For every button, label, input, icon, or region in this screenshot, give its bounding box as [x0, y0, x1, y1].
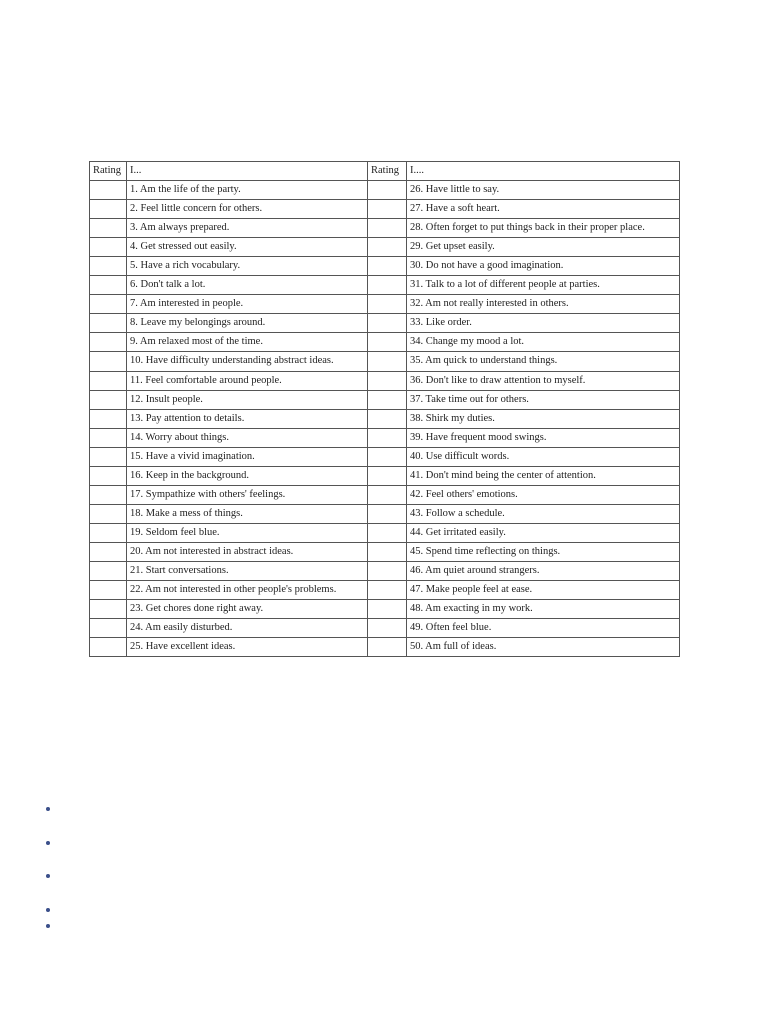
- rating-cell-left[interactable]: [90, 561, 127, 580]
- empty-bullet-list: [44, 800, 64, 940]
- personality-items-table: [89, 161, 680, 657]
- item-cell-right: 38. Shirk my duties.: [407, 409, 680, 428]
- rating-cell-right[interactable]: [368, 504, 407, 523]
- rating-cell-right[interactable]: [368, 200, 407, 219]
- rating-cell-left[interactable]: [90, 466, 127, 485]
- item-cell-right: 43. Follow a schedule.: [407, 504, 680, 523]
- item-cell-left: 20. Am not interested in abstract ideas.: [127, 542, 368, 561]
- item-cell-right: 36. Don't like to draw attention to myself.: [407, 371, 680, 390]
- rating-cell-right[interactable]: [368, 428, 407, 447]
- rating-cell-right[interactable]: [368, 371, 407, 390]
- rating-cell-right[interactable]: [368, 181, 407, 200]
- rating-cell-right[interactable]: [368, 523, 407, 542]
- rating-cell-right[interactable]: [368, 466, 407, 485]
- item-cell-left: 23. Get chores done right away.: [127, 600, 368, 619]
- rating-cell-right[interactable]: [368, 542, 407, 561]
- table-row: [90, 295, 680, 314]
- item-cell-right: 32. Am not really interested in others.: [407, 295, 680, 314]
- table-row: [90, 409, 680, 428]
- item-cell-right: 27. Have a soft heart.: [407, 200, 680, 219]
- list-item: [44, 922, 52, 930]
- item-cell-right: 39. Have frequent mood swings.: [407, 428, 680, 447]
- rating-cell-left[interactable]: [90, 295, 127, 314]
- table-row: [90, 523, 680, 542]
- item-cell-left: 9. Am relaxed most of the time.: [127, 333, 368, 352]
- bullet-icon: [46, 841, 50, 845]
- table-row: [90, 638, 680, 657]
- item-cell-right: 44. Get irritated easily.: [407, 523, 680, 542]
- table-row: [90, 542, 680, 561]
- rating-cell-right[interactable]: [368, 619, 407, 638]
- item-cell-right: 37. Take time out for others.: [407, 390, 680, 409]
- item-cell-right: 45. Spend time reflecting on things.: [407, 542, 680, 561]
- rating-cell-left[interactable]: [90, 619, 127, 638]
- table-row: [90, 428, 680, 447]
- table-row: [90, 371, 680, 390]
- items-header-right: I....: [407, 162, 680, 181]
- rating-cell-left[interactable]: [90, 390, 127, 409]
- item-cell-right: 42. Feel others' emotions.: [407, 485, 680, 504]
- rating-cell-right[interactable]: [368, 314, 407, 333]
- table-row: [90, 238, 680, 257]
- bullet-icon: [46, 807, 50, 811]
- table-row: [90, 257, 680, 276]
- rating-cell-left[interactable]: [90, 352, 127, 371]
- rating-cell-left[interactable]: [90, 581, 127, 600]
- item-cell-left: 8. Leave my belongings around.: [127, 314, 368, 333]
- rating-cell-right[interactable]: [368, 485, 407, 504]
- item-cell-right: 48. Am exacting in my work.: [407, 600, 680, 619]
- rating-cell-left[interactable]: [90, 276, 127, 295]
- rating-cell-left[interactable]: [90, 504, 127, 523]
- rating-cell-left[interactable]: [90, 371, 127, 390]
- item-cell-left: 10. Have difficulty understanding abstract ideas.: [127, 352, 368, 371]
- table-row: [90, 333, 680, 352]
- item-cell-right: 50. Am full of ideas.: [407, 638, 680, 657]
- item-cell-right: 33. Like order.: [407, 314, 680, 333]
- list-item: [44, 872, 52, 880]
- table-body: [90, 181, 680, 657]
- table-row: [90, 561, 680, 580]
- table-row: [90, 390, 680, 409]
- table-row: [90, 314, 680, 333]
- rating-cell-right[interactable]: [368, 638, 407, 657]
- item-cell-left: 16. Keep in the background.: [127, 466, 368, 485]
- item-cell-right: 29. Get upset easily.: [407, 238, 680, 257]
- rating-cell-left[interactable]: [90, 238, 127, 257]
- item-cell-right: 41. Don't mind being the center of attention.: [407, 466, 680, 485]
- table-row: [90, 466, 680, 485]
- list-item: [44, 839, 52, 847]
- list-item: [44, 906, 52, 914]
- bullet-icon: [46, 908, 50, 912]
- table-row: [90, 619, 680, 638]
- rating-cell-left[interactable]: [90, 638, 127, 657]
- rating-cell-left[interactable]: [90, 600, 127, 619]
- table-row: [90, 352, 680, 371]
- table-row: [90, 219, 680, 238]
- rating-cell-left[interactable]: [90, 181, 127, 200]
- table-header-row: [90, 162, 680, 181]
- item-cell-left: 25. Have excellent ideas.: [127, 638, 368, 657]
- rating-cell-left[interactable]: [90, 523, 127, 542]
- table-row: [90, 600, 680, 619]
- rating-cell-right[interactable]: [368, 447, 407, 466]
- item-cell-right: 30. Do not have a good imagination.: [407, 257, 680, 276]
- rating-cell-right[interactable]: [368, 409, 407, 428]
- item-cell-left: 13. Pay attention to details.: [127, 409, 368, 428]
- items-header-left: I...: [127, 162, 368, 181]
- item-cell-left: 18. Make a mess of things.: [127, 504, 368, 523]
- bullet-icon: [46, 874, 50, 878]
- rating-cell-right[interactable]: [368, 600, 407, 619]
- item-cell-left: 22. Am not interested in other people's problems.: [127, 581, 368, 600]
- table-row: [90, 485, 680, 504]
- bullet-icon: [46, 924, 50, 928]
- rating-header-right: Rating: [368, 162, 407, 181]
- item-cell-left: 12. Insult people.: [127, 390, 368, 409]
- item-cell-left: 21. Start conversations.: [127, 561, 368, 580]
- rating-cell-right[interactable]: [368, 333, 407, 352]
- rating-header-left: Rating: [90, 162, 127, 181]
- rating-cell-left[interactable]: [90, 200, 127, 219]
- rating-cell-left[interactable]: [90, 409, 127, 428]
- item-cell-left: 15. Have a vivid imagination.: [127, 447, 368, 466]
- rating-cell-left[interactable]: [90, 542, 127, 561]
- item-cell-left: 4. Get stressed out easily.: [127, 238, 368, 257]
- rating-cell-left[interactable]: [90, 485, 127, 504]
- table-row: [90, 276, 680, 295]
- table-row: [90, 581, 680, 600]
- rating-cell-right[interactable]: [368, 238, 407, 257]
- rating-cell-left[interactable]: [90, 333, 127, 352]
- rating-cell-right[interactable]: [368, 390, 407, 409]
- item-cell-left: 17. Sympathize with others' feelings.: [127, 485, 368, 504]
- rating-cell-left[interactable]: [90, 219, 127, 238]
- item-cell-left: 5. Have a rich vocabulary.: [127, 257, 368, 276]
- item-cell-left: 24. Am easily disturbed.: [127, 619, 368, 638]
- item-cell-left: 2. Feel little concern for others.: [127, 200, 368, 219]
- rating-cell-left[interactable]: [90, 314, 127, 333]
- rating-cell-right[interactable]: [368, 276, 407, 295]
- item-cell-right: 49. Often feel blue.: [407, 619, 680, 638]
- item-cell-right: 35. Am quick to understand things.: [407, 352, 680, 371]
- rating-cell-left[interactable]: [90, 428, 127, 447]
- item-cell-right: 28. Often forget to put things back in their proper place.: [407, 219, 680, 238]
- item-cell-right: 34. Change my mood a lot.: [407, 333, 680, 352]
- table-row: [90, 200, 680, 219]
- rating-cell-right[interactable]: [368, 561, 407, 580]
- item-cell-left: 11. Feel comfortable around people.: [127, 371, 368, 390]
- item-cell-right: 31. Talk to a lot of different people at parties.: [407, 276, 680, 295]
- rating-cell-right[interactable]: [368, 352, 407, 371]
- item-cell-right: 46. Am quiet around strangers.: [407, 561, 680, 580]
- rating-cell-left[interactable]: [90, 257, 127, 276]
- item-cell-right: 47. Make people feel at ease.: [407, 581, 680, 600]
- item-cell-left: 6. Don't talk a lot.: [127, 276, 368, 295]
- item-cell-left: 1. Am the life of the party.: [127, 181, 368, 200]
- table-row: [90, 447, 680, 466]
- rating-cell-right[interactable]: [368, 257, 407, 276]
- item-cell-right: 40. Use difficult words.: [407, 447, 680, 466]
- rating-cell-right[interactable]: [368, 295, 407, 314]
- rating-cell-right[interactable]: [368, 581, 407, 600]
- rating-cell-left[interactable]: [90, 447, 127, 466]
- list-item: [44, 805, 52, 813]
- rating-cell-right[interactable]: [368, 219, 407, 238]
- table-row: [90, 181, 680, 200]
- item-cell-left: 14. Worry about things.: [127, 428, 368, 447]
- item-cell-left: 19. Seldom feel blue.: [127, 523, 368, 542]
- item-cell-right: 26. Have little to say.: [407, 181, 680, 200]
- item-cell-left: 7. Am interested in people.: [127, 295, 368, 314]
- table-row: [90, 504, 680, 523]
- item-cell-left: 3. Am always prepared.: [127, 219, 368, 238]
